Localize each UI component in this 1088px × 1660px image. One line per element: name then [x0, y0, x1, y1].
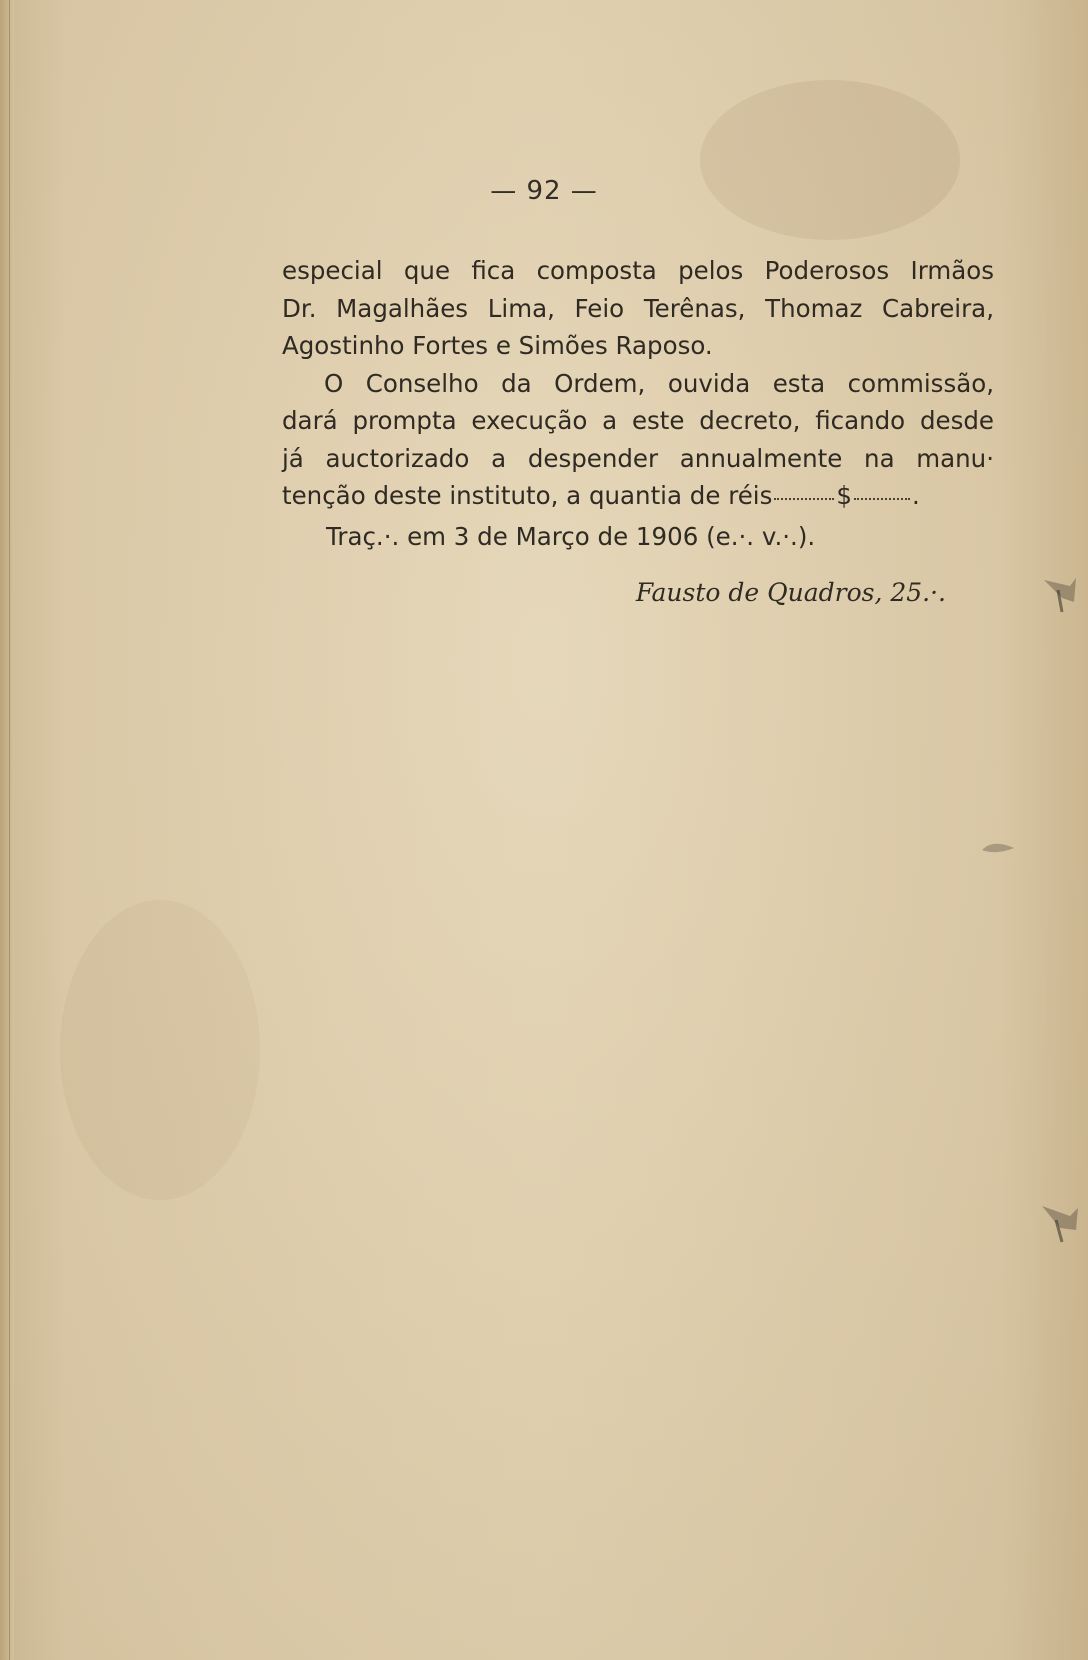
amount-sentence: tenção deste instituto, a quantia de réis	[282, 481, 773, 510]
currency-symbol: $	[836, 481, 852, 510]
text-line: Dr. Magalhães Lima, Feio Terênas, Thomaz Cabreira,	[282, 293, 994, 323]
dateline: Traç.·. em 3 de Março de 1906 (e.·. v.·.).	[326, 522, 816, 551]
sentence-end: .	[911, 481, 920, 510]
text-line: já auctorizado a despender annualmente na manu·	[282, 443, 994, 473]
binding-line	[9, 0, 10, 1660]
paper-clip-mark	[1040, 572, 1080, 618]
text-line: dará prompta execução a este decreto, ficando desde	[282, 406, 994, 435]
body-text	[282, 252, 994, 515]
paper-stain	[60, 900, 260, 1200]
amount-blank-dots	[774, 498, 834, 500]
text-line: O Conselho da Ordem, ouvida esta commissão,	[324, 368, 994, 398]
small-ink-mark	[978, 836, 1018, 860]
signature: Fausto de Quadros, 25.·.	[635, 578, 946, 607]
text-line-with-blank	[282, 477, 994, 515]
paper-clip-mark	[1040, 1200, 1080, 1246]
text-line: Agostinho Fortes e Simões Raposo.	[282, 331, 713, 360]
text-line: especial que fica composta pelos Poderosos Irmãos	[282, 256, 994, 285]
amount-blank-dots	[854, 498, 910, 500]
binding-edge	[0, 0, 14, 1660]
paper-stain	[700, 80, 960, 240]
page-number: — 92 —	[490, 176, 598, 206]
